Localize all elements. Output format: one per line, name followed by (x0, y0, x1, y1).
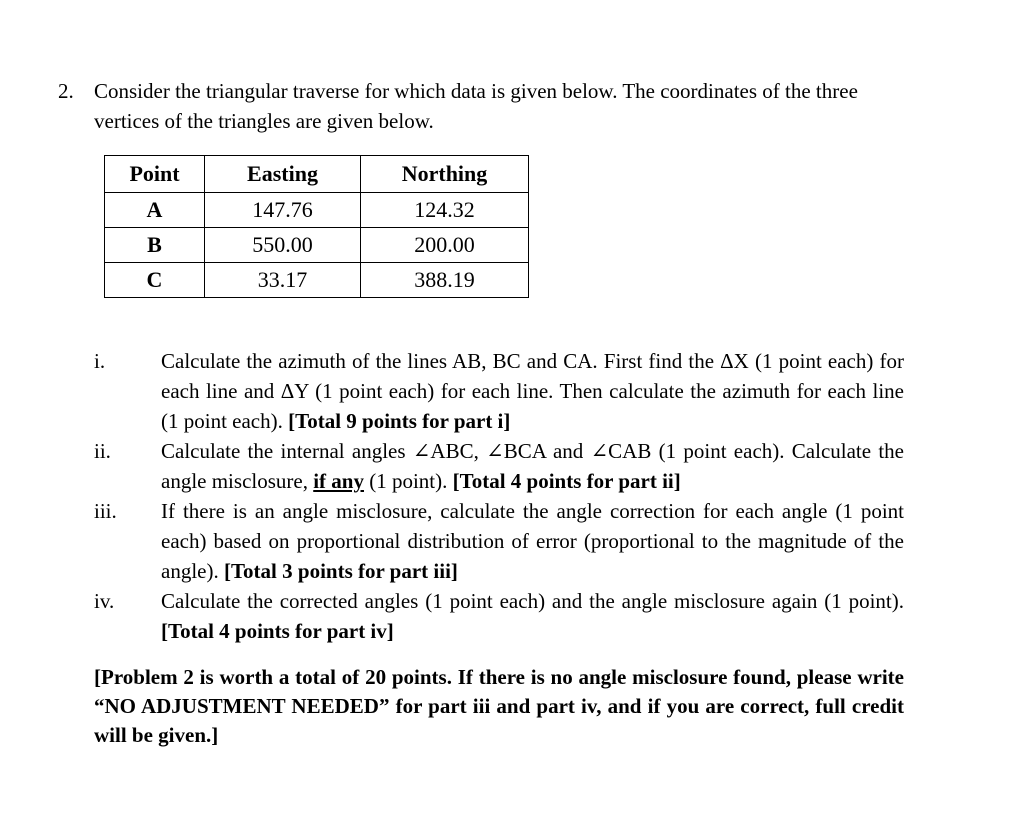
part-text: Calculate the corrected angles (1 point each) and the angle misclosure again (1 point). (161, 589, 904, 613)
part-text-after: (1 point). (369, 469, 448, 493)
question-parts (94, 346, 904, 646)
part-text: If there is an angle misclosure, calculate the angle correction for each angle (1 point each) based on proportional distribution of error (proportional to the magnitude of the angle). (161, 499, 904, 583)
table-row (105, 228, 529, 263)
cell-easting: 147.76 (205, 193, 361, 228)
table-row (105, 263, 529, 298)
part-number: iii. (94, 499, 117, 523)
problem-intro: Consider the triangular traverse for which data is given below. The coordinates of the three vertices of the triangles are given below. (94, 79, 858, 133)
table-row (105, 193, 529, 228)
part-i (94, 346, 904, 436)
part-total: [Total 9 points for part i] (288, 409, 511, 433)
header-point: Point (105, 156, 205, 193)
part-emphasis: if any (313, 469, 364, 493)
cell-point: B (105, 228, 205, 263)
part-number: ii. (94, 439, 111, 463)
part-iv (94, 586, 904, 646)
problem-number: 2. (58, 79, 74, 103)
part-number: i. (94, 349, 106, 373)
cell-northing: 124.32 (361, 193, 529, 228)
cell-easting: 33.17 (205, 263, 361, 298)
part-total: [Total 4 points for part iv] (161, 619, 394, 643)
header-northing: Northing (361, 156, 529, 193)
cell-northing: 388.19 (361, 263, 529, 298)
part-text: Calculate the internal angles ∠ABC, ∠BCA and ∠CAB (1 point each). Calculate the angle misclosure, (161, 439, 904, 493)
table-header-row (105, 156, 529, 193)
closing-note: [Problem 2 is worth a total of 20 points. If there is no angle misclosure found, please write “NO ADJUSTMENT NEEDED” for part iii and part iv, and if you are correct, full credit will be given.] (94, 665, 904, 747)
coordinates-table (104, 155, 529, 298)
part-ii (94, 436, 904, 496)
part-total: [Total 3 points for part iii] (223, 559, 458, 583)
part-text: Calculate the azimuth of the lines AB, BC and CA. First find the ΔX (1 point each) for each line and ΔY (1 point each) for each line. Then calculate the azimuth for each line (1 point each). (161, 349, 904, 433)
header-easting: Easting (205, 156, 361, 193)
part-total: [Total 4 points for part ii] (452, 469, 681, 493)
part-number: iv. (94, 589, 115, 613)
part-iii (94, 496, 904, 586)
cell-point: C (105, 263, 205, 298)
cell-easting: 550.00 (205, 228, 361, 263)
cell-northing: 200.00 (361, 228, 529, 263)
cell-point: A (105, 193, 205, 228)
